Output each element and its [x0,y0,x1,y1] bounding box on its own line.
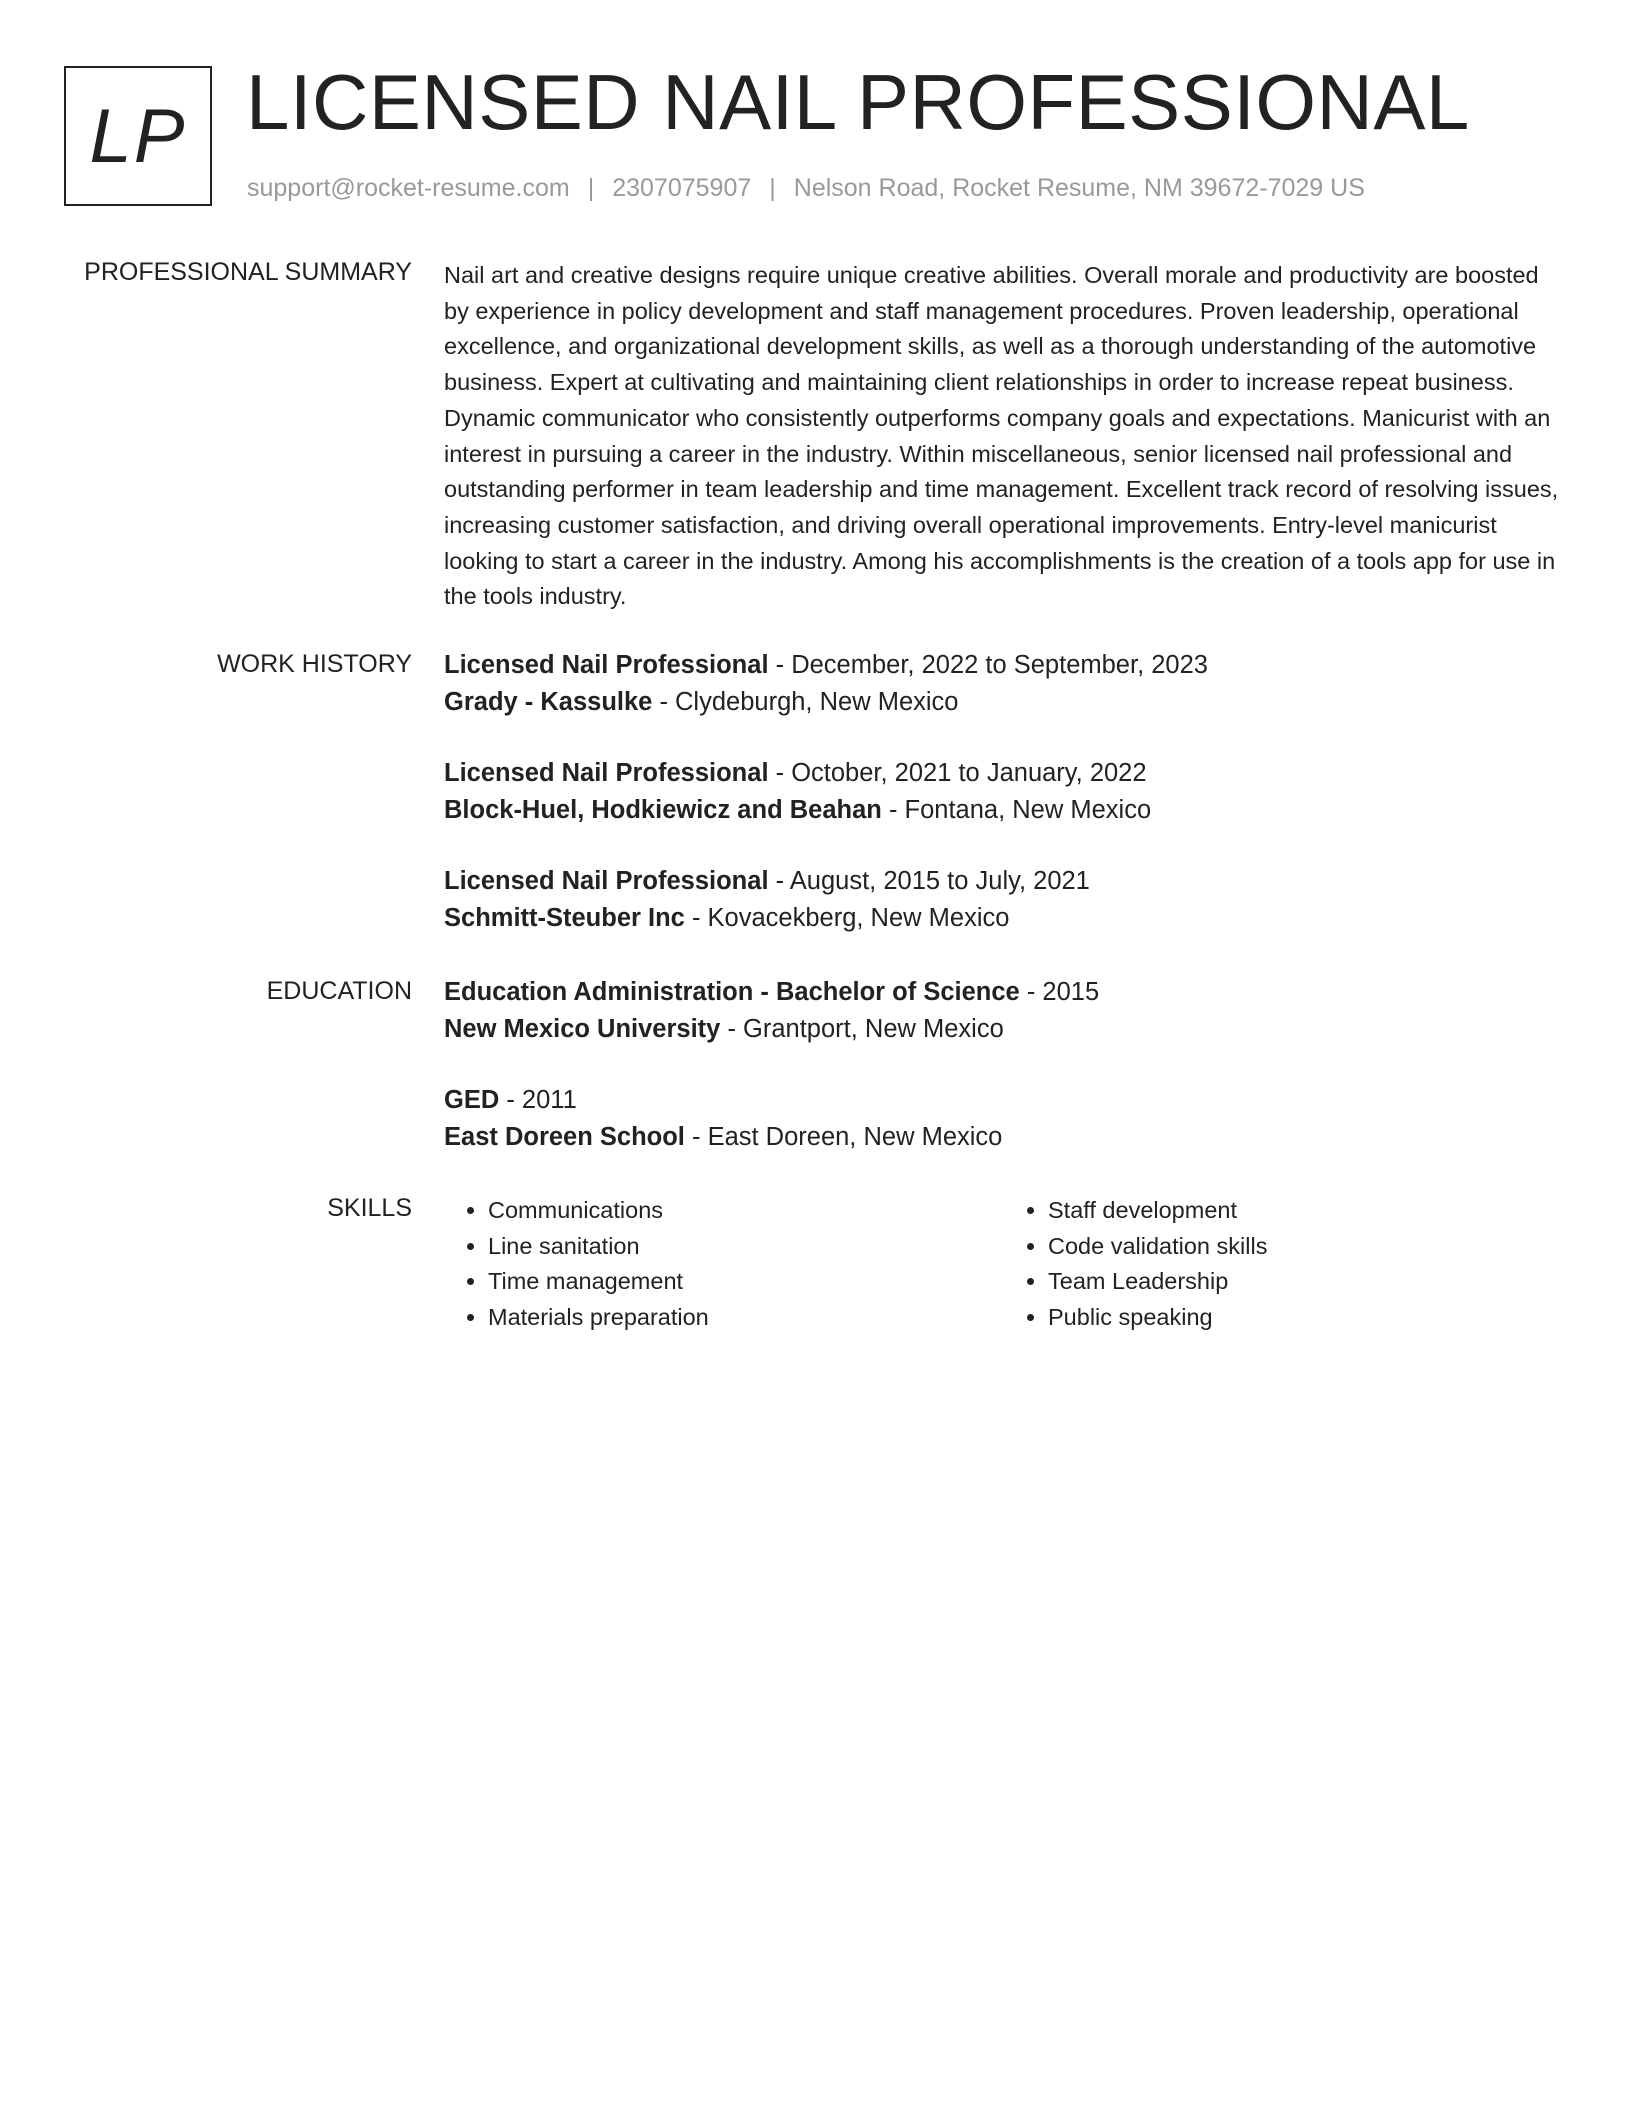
job-dates: - December, 2022 to September, 2023 [768,651,1208,679]
skill-item: • Line sanitation [488,1229,1004,1265]
contact-separator: | [587,174,595,202]
skill-item: • Materials preparation [488,1300,1004,1336]
company-location: - Clydeburgh, New Mexico [652,688,959,716]
work-entry [444,647,1564,721]
company-name: Block-Huel, Hodkiewicz and Beahan [444,796,882,824]
work-entry [444,755,1564,829]
skill-item: • Time management [488,1264,1004,1300]
job-title: Licensed Nail Professional [444,759,769,787]
resume-title: LICENSED NAIL PROFESSIONAL [246,58,1470,146]
school-name: East Doreen School [444,1123,685,1151]
skill-item: • Communications [488,1193,1004,1229]
contact-email: support@rocket-resume.com [247,174,570,202]
summary-heading: PROFESSIONAL SUMMARY [84,258,412,286]
summary-section [444,258,1564,615]
work-history-heading: WORK HISTORY [217,650,412,678]
company-name: Grady - Kassulke [444,688,653,716]
work-history-section [444,647,1564,971]
skills-section [444,1193,1564,1336]
summary-text: Nail art and creative designs require unique creative abilities. Overall morale and productivity are boosted by experience in policy development and staff management procedures. Proven leadership, operational excellence, and organizational development skills, as well as a thorough understanding of the automotive business. Expert at cultivating and maintaining client relationships in order to increase repeat business. Dynamic communicator who consistently outperforms company goals and expectations. Manicurist with an interest in pursuing a career in the industry. Within miscellaneous, senior licensed nail professional and outstanding performer in team leadership and time management. Excellent track record of resolving issues, increasing customer satisfaction, and driving overall operational improvements. Entry-level manicurist looking to start a career in the industry. Among his accomplishments is the creation of a tools app for use in the tools industry. [444,262,1559,610]
skills-heading: SKILLS [327,1194,412,1222]
skill-item: • Code validation skills [1048,1229,1564,1265]
skill-item: • Team Leadership [1048,1264,1564,1300]
monogram-logo: LP [64,66,212,206]
company-location: - Fontana, New Mexico [881,796,1152,824]
education-section [444,974,1564,1190]
degree-year: - 2011 [499,1086,577,1114]
degree-name: Education Administration - Bachelor of Science [444,978,1020,1006]
degree-year: - 2015 [1019,978,1100,1006]
skill-item: • Staff development [1048,1193,1564,1229]
degree-name: GED [444,1086,500,1114]
contact-phone: 2307075907 [612,174,752,202]
school-location: - East Doreen, New Mexico [684,1123,1003,1151]
contact-line [247,174,1365,203]
education-heading: EDUCATION [266,977,412,1005]
skills-list-right [1004,1193,1564,1336]
skill-item: • Public speaking [1048,1300,1564,1336]
job-title: Licensed Nail Professional [444,651,769,679]
school-location: - Grantport, New Mexico [720,1015,1004,1043]
education-entry [444,1082,1564,1156]
contact-address: Nelson Road, Rocket Resume, NM 39672-7029 US [793,174,1365,202]
job-dates: - August, 2015 to July, 2021 [768,867,1090,895]
job-dates: - October, 2021 to January, 2022 [768,759,1147,787]
work-entry [444,863,1564,937]
job-title: Licensed Nail Professional [444,867,769,895]
company-location: - Kovacekberg, New Mexico [684,904,1010,932]
contact-separator: | [769,174,776,202]
skills-list-left [444,1193,1004,1336]
company-name: Schmitt-Steuber Inc [444,904,685,932]
education-entry [444,974,1564,1048]
school-name: New Mexico University [444,1015,721,1043]
